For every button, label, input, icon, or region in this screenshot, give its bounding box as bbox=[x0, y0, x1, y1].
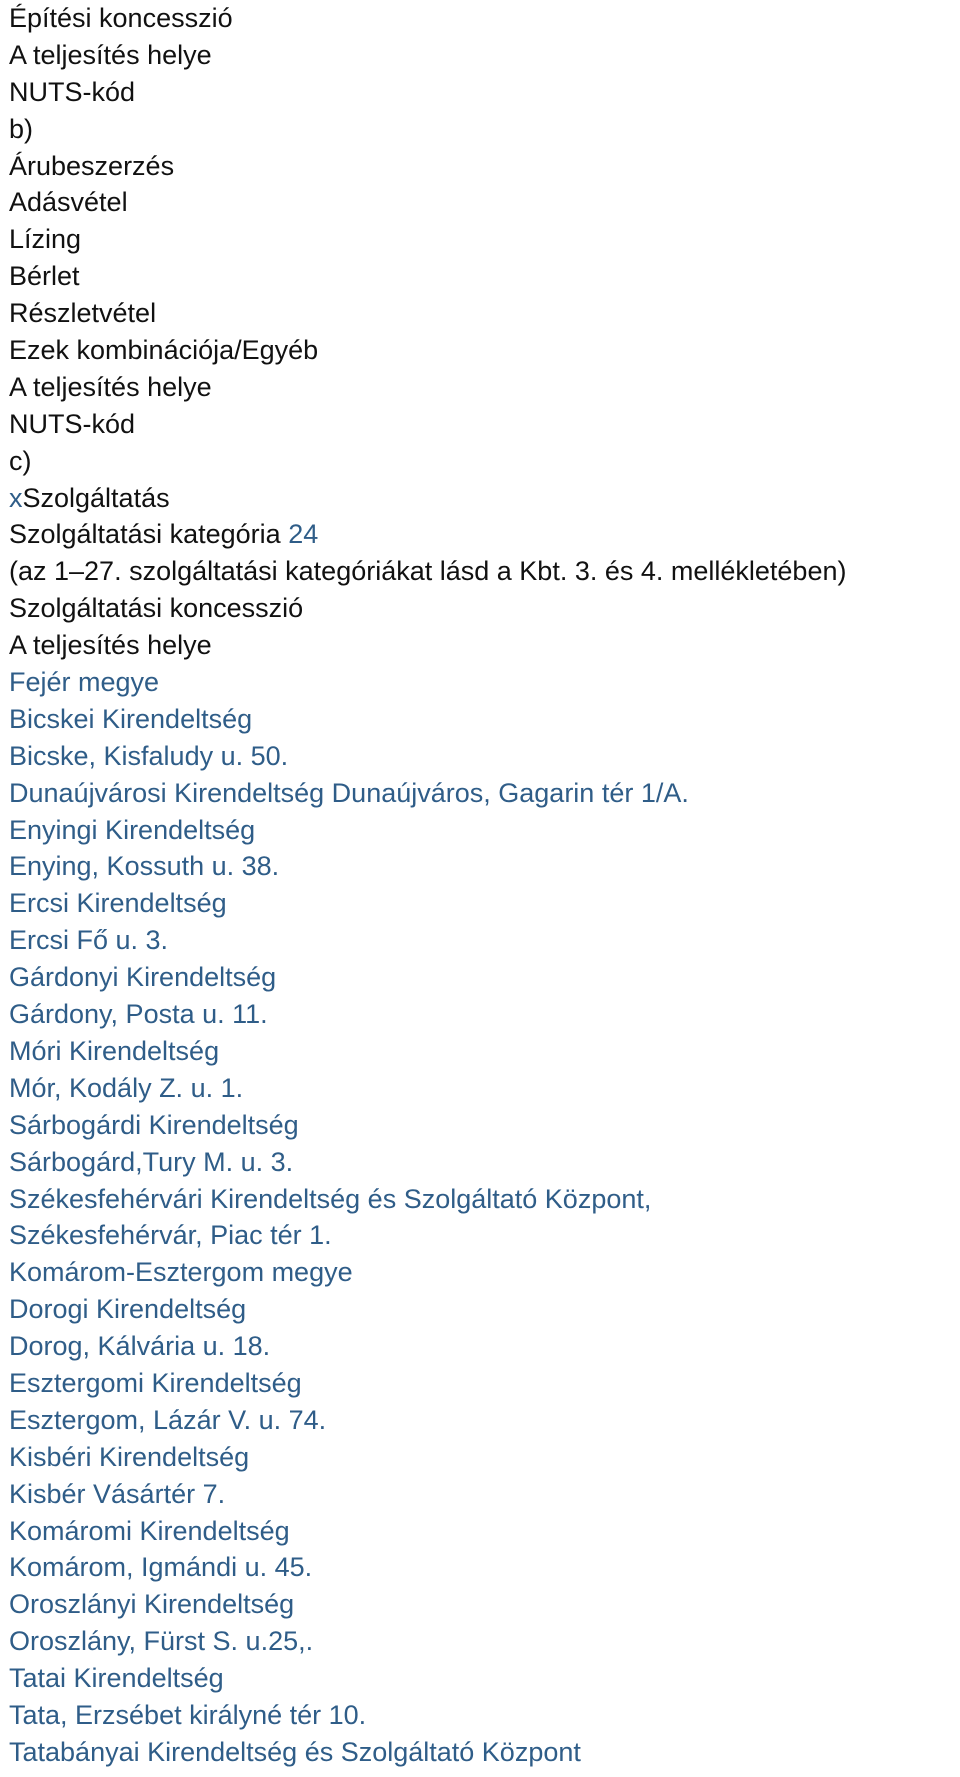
services-row bbox=[9, 480, 949, 517]
nuts-code-label: NUTS-kód bbox=[9, 76, 136, 107]
service-category-note: (az 1–27. szolgáltatási kategóriákat lásd a Kbt. 3. és 4. mellékletében) bbox=[9, 556, 847, 587]
office-address: Enying, Kossuth u. 38. bbox=[9, 851, 280, 882]
office-name: Móri Kirendeltség bbox=[9, 1035, 220, 1066]
place-of-performance-label: A teljesítés helye bbox=[9, 39, 212, 70]
office-address: Gárdony, Posta u. 11. bbox=[9, 999, 268, 1030]
office-address: Oroszlány, Fürst S. u.25,. bbox=[9, 1626, 314, 1657]
office-name: Székesfehérvári Kirendeltség és Szolgáltató Központ, bbox=[9, 1183, 652, 1214]
works-concession-label: Építési koncesszió bbox=[9, 3, 233, 33]
supplies-option: Bérlet bbox=[9, 261, 80, 292]
county-heading: Komárom-Esztergom megye bbox=[9, 1257, 353, 1288]
office-name: Bicskei Kirendeltség bbox=[9, 703, 253, 734]
services-title: Szolgáltatás bbox=[22, 482, 170, 513]
office-name: Esztergomi Kirendeltség bbox=[9, 1367, 302, 1398]
service-category-label: Szolgáltatási kategória bbox=[9, 519, 281, 550]
supplies-option: Lízing bbox=[9, 224, 82, 255]
office-address: Sárbogárd,Tury M. u. 3. bbox=[9, 1146, 294, 1177]
office-name: Ercsi Kirendeltség bbox=[9, 888, 227, 919]
office-name: Komáromi Kirendeltség bbox=[9, 1515, 290, 1546]
place-of-performance-label: A teljesítés helye bbox=[9, 630, 212, 661]
service-concession-label: Szolgáltatási koncesszió bbox=[9, 593, 304, 624]
office-address: Esztergom, Lázár V. u. 74. bbox=[9, 1404, 327, 1435]
supplies-option: Részletvétel bbox=[9, 298, 157, 329]
office-address: Komárom, Igmándi u. 45. bbox=[9, 1552, 313, 1583]
office-address: Tata, Erzsébet királyné tér 10. bbox=[9, 1699, 367, 1730]
nuts-code-label: NUTS-kód bbox=[9, 408, 136, 439]
county-heading: Fejér megye bbox=[9, 667, 160, 698]
office-address: Kisbér Vásártér 7. bbox=[9, 1478, 226, 1509]
office-name: Sárbogárdi Kirendeltség bbox=[9, 1109, 299, 1140]
office-name: Gárdonyi Kirendeltség bbox=[9, 962, 277, 993]
office-name-address: Dunaújvárosi Kirendeltség Dunaújváros, Gagarin tér 1/A. bbox=[9, 777, 689, 808]
office-name: Dorogi Kirendeltség bbox=[9, 1294, 247, 1325]
service-category-row bbox=[9, 516, 949, 553]
office-name: Kisbéri Kirendeltség bbox=[9, 1441, 250, 1472]
office-name: Tatabányai Kirendeltség és Szolgáltató Központ bbox=[9, 1736, 581, 1767]
supplies-option: Adásvétel bbox=[9, 187, 128, 218]
office-name: Enyingi Kirendeltség bbox=[9, 814, 256, 845]
office-address: Bicske, Kisfaludy u. 50. bbox=[9, 740, 289, 771]
supplies-option: Ezek kombinációja/Egyéb bbox=[9, 335, 319, 366]
office-name: Tatai Kirendeltség bbox=[9, 1663, 224, 1694]
office-address: Dorog, Kálvária u. 18. bbox=[9, 1331, 271, 1362]
office-address: Ercsi Fő u. 3. bbox=[9, 925, 169, 956]
section-b-marker: b) bbox=[9, 113, 34, 144]
services-check-mark: x bbox=[9, 482, 23, 513]
office-address: Székesfehérvár, Piac tér 1. bbox=[9, 1220, 332, 1251]
document-body bbox=[9, 0, 949, 1771]
office-address: Mór, Kodály Z. u. 1. bbox=[9, 1072, 244, 1103]
office-name: Oroszlányi Kirendeltség bbox=[9, 1589, 295, 1620]
service-category-value: 24 bbox=[288, 519, 319, 550]
place-of-performance-label: A teljesítés helye bbox=[9, 371, 212, 402]
section-c-marker: c) bbox=[9, 445, 32, 476]
supplies-title: Árubeszerzés bbox=[9, 150, 175, 181]
